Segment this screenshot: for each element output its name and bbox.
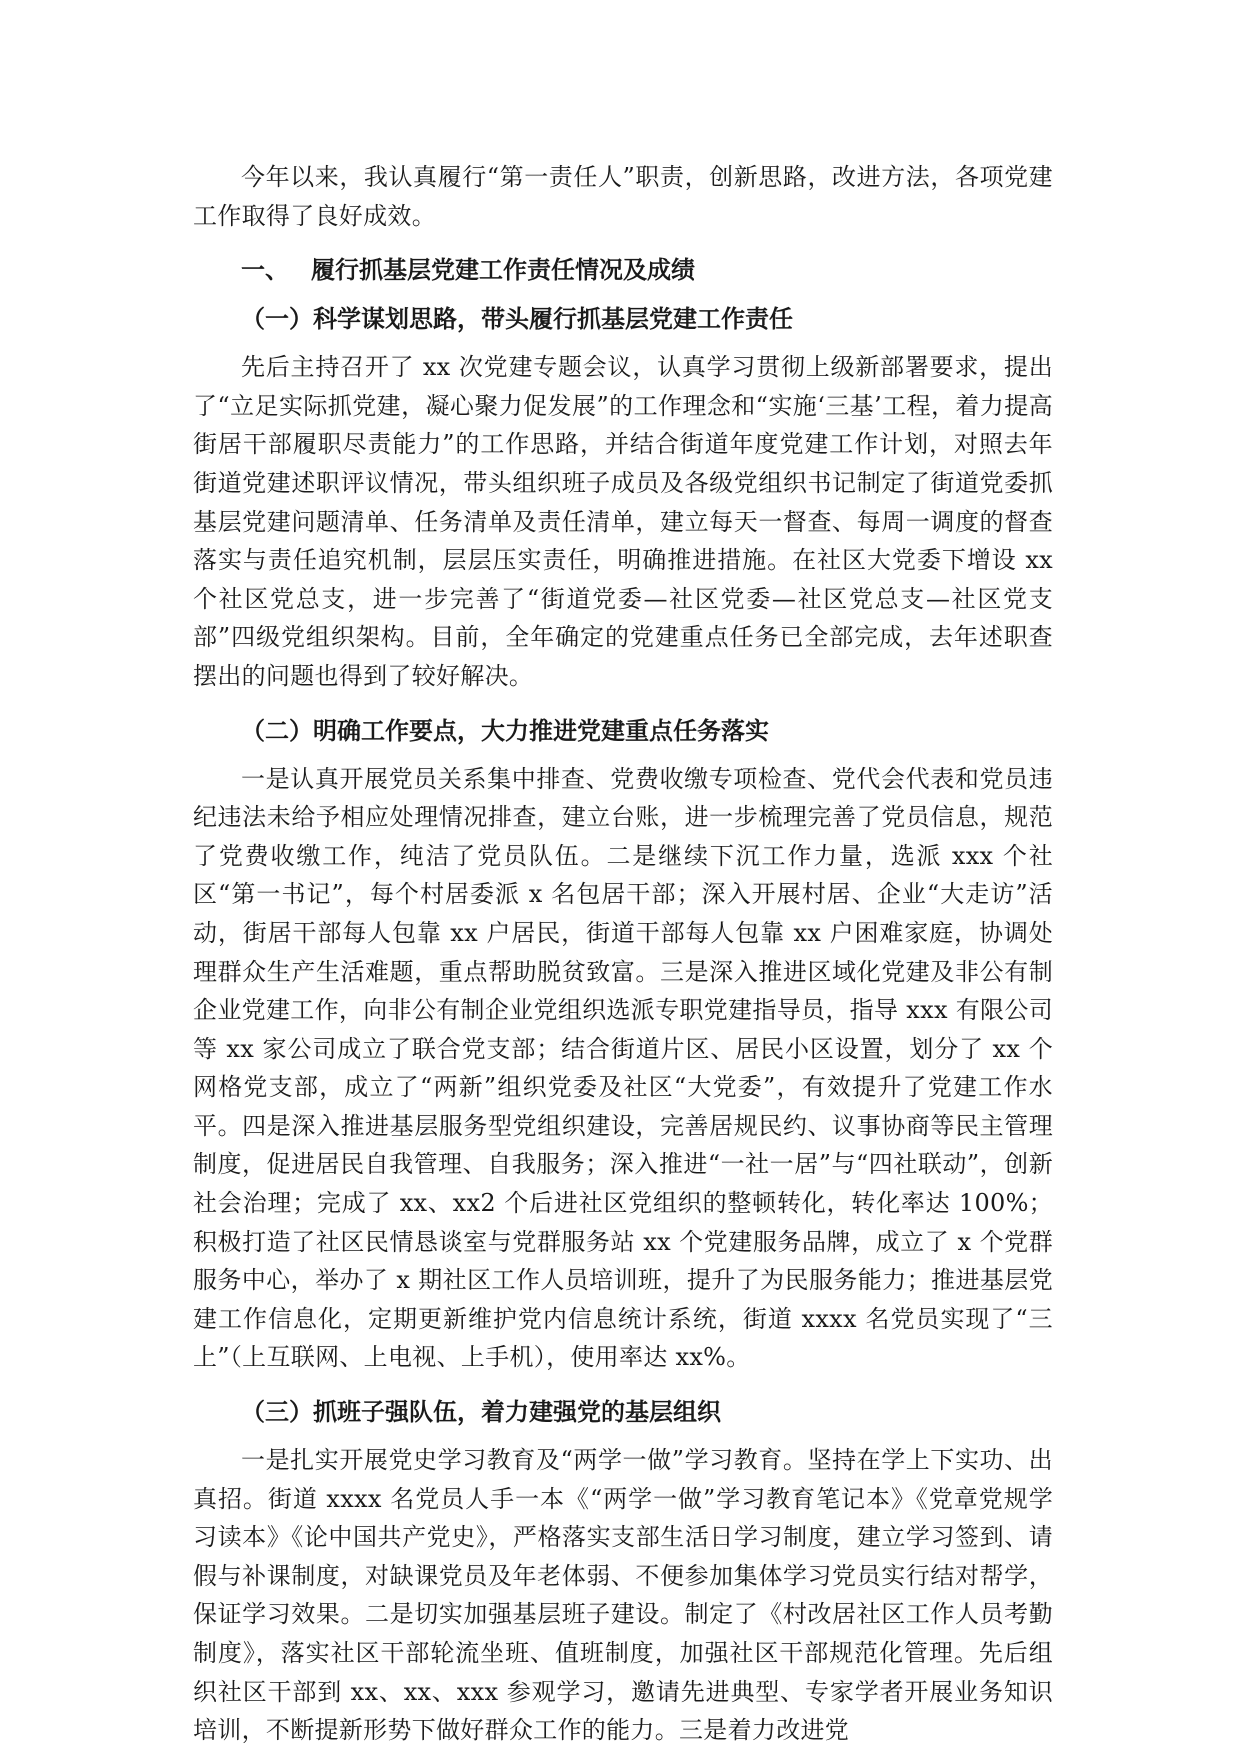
section-heading xyxy=(193,252,1053,288)
subsection-heading-1: （一）科学谋划思路，带头履行抓基层党建工作责任 xyxy=(241,305,793,334)
subsection-body-2: 一是认真开展党员关系集中排查、党费收缴专项检查、党代会代表和党员违纪违法未给予相应处理情况排查，建立台账，进一步梳理完善了党员信息，规范了党费收缴工作，纯洁了党员队伍。二是继续下沉工作力量，选派 xxx 个社区“第一书记”，每个村居委派 x 名包居干部；深入开展村居、企业“大走访”活动，街居干部每人包靠 xx 户居民，街道干部每人包靠 xx 户困难家庭，协调处理群众生产生活难题，重点帮助脱贫致富。三是深入推进区域化党建及非公有制企业党建工作，向非公有制企业党组织选派专职党建指导员，指导 xxx 有限公司等 xx 家公司成立了联合党支部；结合街道片区、居民小区设置，划分了 xx 个网格党支部，成立了“两新”组织党委及社区“大党委”，有效提升了党建工作水平。四是深入推进基层服务型党组织建设，完善居规民约、议事协商等民主管理制度，促进居民自我管理、自我服务；深入推进“一社一居”与“四社联动”，创新社会治理；完成了 xx、xx2 个后进社区党组织的整顿转化，转化率达 100%；积极打造了社区民情恳谈室与党群服务站 xx 个党建服务品牌，成立了 x 个党群服务中心，举办了 x 期社区工作人员培训班，提升了为民服务能力；推进基层党建工作信息化，定期更新维护党内信息统计系统，街道 xxxx 名党员实现了“三上”（上互联网、上电视、上手机），使用率达 xx%。 xyxy=(193,764,1053,1372)
subsection-heading-2: （二）明确工作要点，大力推进党建重点任务落实 xyxy=(241,716,769,745)
subsection-body-3: 一是扎实开展党史学习教育及“两学一做”学习教育。坚持在学上下实功、出真招。街道 xxxx 名党员人手一本《“两学一做”学习教育笔记本》《党章党规学习读本》《论中国共产党史》，严格落实支部生活日学习制度，建立学习签到、请假与补课制度，对缺课党员及年老体弱、不便参加集体学习党员实行结对帮学，保证学习效果。二是切实加强基层班子建设。制定了《村改居社区工作人员考勤制度》，落实社区干部轮流坐班、值班制度，加强社区干部规范化管理。先后组织社区干部到 xx、xx、xxx 参观学习，邀请先进典型、专家学者开展业务知识培训，不断提新形势下做好群众工作的能力。三是着力改进党 xyxy=(193,1446,1053,1745)
section-number: 一、 xyxy=(241,256,289,285)
document-page xyxy=(193,158,1053,1750)
intro-paragraph: 今年以来，我认真履行“第一责任人”职责，创新思路，改进方法，各项党建工作取得了良好成效。 xyxy=(193,163,1053,230)
subsection-body-1: 先后主持召开了 xx 次党建专题会议，认真学习贯彻上级新部署要求，提出了“立足实际抓党建，凝心聚力促发展”的工作理念和“实施‘三基’工程，着力提高街居干部履职尽责能力”的工作思路，并结合街道年度党建工作计划，对照去年街道党建述职评议情况，带头组织班子成员及各级党组织书记制定了街道党委抓基层党建问题清单、任务清单及责任清单，建立每天一督查、每周一调度的督查落实与责任追究机制，层层压实责任，明确推进措施。在社区大党委下增设 xx 个社区党总支，进一步完善了“街道党委—社区党委—社区党总支—社区党支部”四级党组织架构。目前，全年确定的党建重点任务已全部完成，去年述职查摆出的问题也得到了较好解决。 xyxy=(193,353,1053,690)
subsection-heading-3: （三）抓班子强队伍，着力建强党的基层组织 xyxy=(241,1398,721,1427)
section-title: 履行抓基层党建工作责任情况及成绩 xyxy=(311,256,695,285)
